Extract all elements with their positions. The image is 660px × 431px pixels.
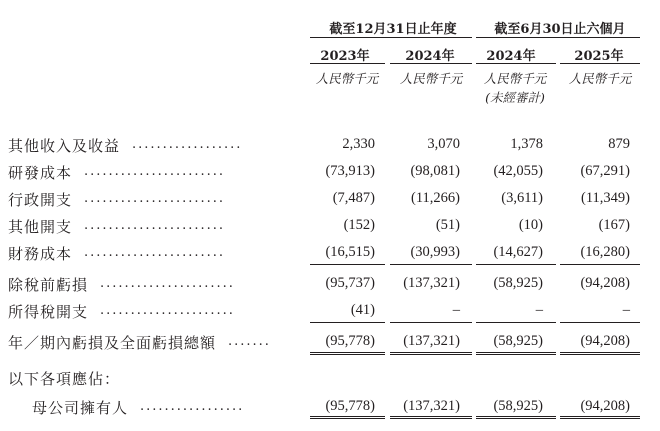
header-year-rule-3 — [476, 63, 556, 64]
row-label: 其他收入及收益 — [8, 137, 121, 155]
row-label: 除稅前虧損 — [8, 276, 89, 294]
header-unit-4: 人民幣千元 — [568, 71, 632, 86]
attributable-double-rule — [476, 416, 556, 419]
row-label: 年／期內虧損及全面虧損總額 — [8, 334, 217, 352]
header-unit-3: 人民幣千元 — [483, 71, 547, 86]
row-value: (14,627) — [493, 244, 543, 260]
row-label: 所得稅開支 — [8, 303, 89, 321]
header-group-rule-1 — [310, 37, 472, 38]
row-value: (73,913) — [325, 163, 375, 179]
header-unit-2: 人民幣千元 — [399, 71, 463, 86]
attributable-heading: 以下各項應佔： — [8, 370, 121, 388]
row-value: (41) — [350, 302, 375, 318]
row-value: (95,778) — [325, 333, 375, 349]
header-year-2: 2024年 — [405, 49, 455, 64]
row-leader-dots: ....................... — [84, 245, 226, 260]
row-label: 行政開支 — [8, 191, 73, 209]
row-value: 1,378 — [510, 136, 543, 152]
row-leader-dots: ....................... — [84, 191, 226, 206]
attributable-value: (94,208) — [580, 398, 630, 414]
row-leader-dots: ....................... — [84, 164, 226, 179]
row-leader-dots: ...................... — [100, 303, 235, 318]
subtotal-rule — [390, 322, 472, 323]
row-leader-dots: ...................... — [100, 276, 235, 291]
row-value: (94,208) — [580, 333, 630, 349]
row-value: (16,280) — [580, 244, 630, 260]
attributable-value: (137,321) — [403, 398, 460, 414]
row-value: (51) — [435, 217, 460, 233]
row-value: 2,330 — [342, 136, 375, 152]
row-value: (137,321) — [403, 275, 460, 291]
attributable-leader-dots: ................. — [140, 399, 245, 414]
row-leader-dots: ....... — [228, 334, 271, 349]
row-value: – — [452, 302, 460, 318]
total-double-rule — [310, 352, 385, 355]
header-year-4: 2025年 — [574, 49, 624, 64]
row-value: (3,611) — [501, 190, 543, 206]
attributable-double-rule — [390, 416, 472, 419]
row-label: 其他開支 — [8, 218, 73, 236]
subtotal-rule — [390, 264, 472, 265]
row-value: (67,291) — [580, 163, 630, 179]
attributable-value: (95,778) — [325, 398, 375, 414]
subtotal-rule — [310, 322, 385, 323]
row-value: – — [535, 302, 543, 318]
row-value: (10) — [518, 217, 543, 233]
header-group-six-months: 截至6月30日止六個月 — [494, 22, 626, 37]
row-leader-dots: ....................... — [84, 218, 226, 233]
subtotal-rule — [476, 264, 556, 265]
attributable-double-rule — [310, 416, 385, 419]
row-value: (98,081) — [410, 163, 460, 179]
row-value: – — [622, 302, 630, 318]
header-year-rule-2 — [390, 63, 472, 64]
row-value: (94,208) — [580, 275, 630, 291]
subtotal-rule — [310, 264, 385, 265]
row-value: (58,925) — [493, 333, 543, 349]
total-double-rule — [476, 352, 556, 355]
total-double-rule — [560, 352, 640, 355]
row-leader-dots: .................. — [132, 137, 243, 152]
row-value: (11,349) — [581, 190, 630, 206]
header-group-fiscal-year: 截至12月31日止年度 — [329, 22, 457, 37]
attributable-value: (58,925) — [493, 398, 543, 414]
row-value: (42,055) — [493, 163, 543, 179]
subtotal-rule — [560, 264, 640, 265]
row-value: (30,993) — [410, 244, 460, 260]
subtotal-rule — [476, 322, 556, 323]
row-value: 3,070 — [427, 136, 460, 152]
row-value: (137,321) — [403, 333, 460, 349]
row-label: 研發成本 — [8, 164, 73, 182]
row-value: (7,487) — [332, 190, 375, 206]
header-year-3: 2024年 — [486, 49, 536, 64]
header-year-1: 2023年 — [320, 49, 370, 64]
row-value: 879 — [608, 136, 630, 152]
subtotal-rule — [560, 322, 640, 323]
attributable-label: 母公司擁有人 — [32, 399, 129, 417]
header-year-rule-4 — [560, 63, 640, 64]
row-value: (95,737) — [325, 275, 375, 291]
header-unit-1: 人民幣千元 — [315, 71, 379, 86]
row-value: (152) — [343, 217, 375, 233]
row-value: (11,266) — [411, 190, 460, 206]
header-year-rule-1 — [310, 63, 385, 64]
total-double-rule — [390, 352, 472, 355]
row-value: (16,515) — [325, 244, 375, 260]
row-value: (58,925) — [493, 275, 543, 291]
header-unaudited-note: (未經審計) — [485, 90, 545, 105]
row-label: 財務成本 — [8, 245, 73, 263]
header-group-rule-2 — [476, 37, 640, 38]
row-value: (167) — [598, 217, 630, 233]
attributable-double-rule — [560, 416, 640, 419]
